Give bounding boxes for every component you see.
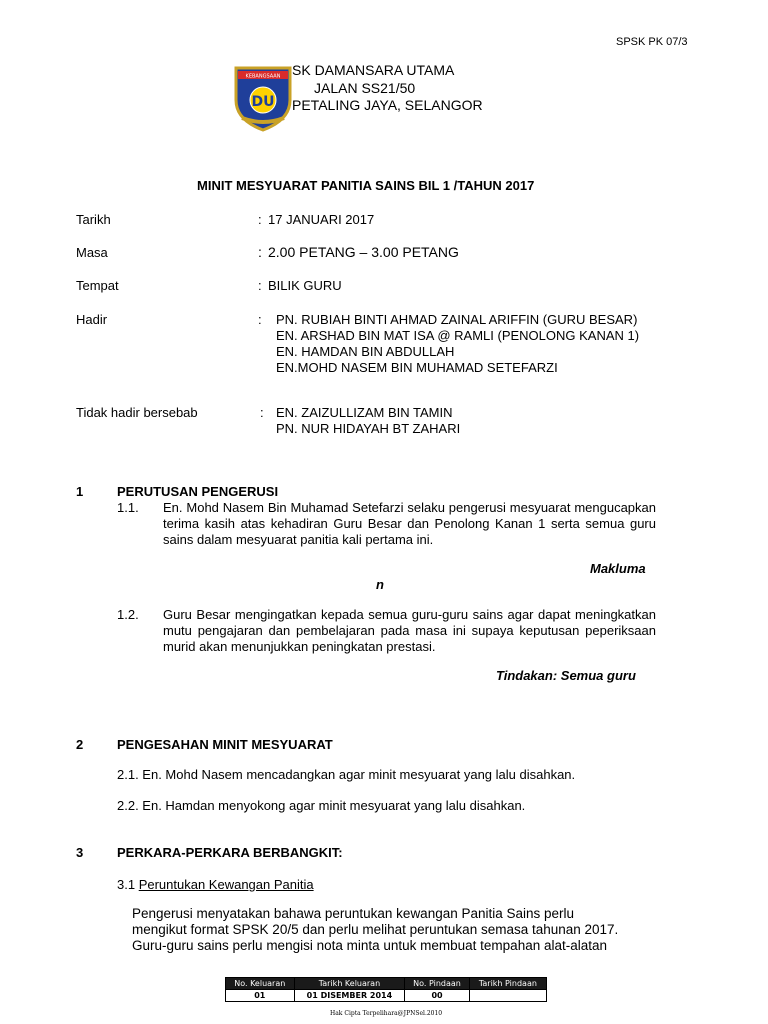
colon: : [258,212,262,227]
colon: : [258,278,262,293]
table-cell: 01 [226,990,295,1002]
document-title: MINIT MESYUARAT PANITIA SAINS BIL 1 /TAHUN 2017 [197,178,535,193]
attendee: EN. HAMDAN BIN ABDULLAH [276,344,455,359]
school-name: SK DAMANSARA UTAMA [292,62,455,78]
tarikh-label: Tarikh [76,212,111,227]
table-header: No. Keluaran [226,978,295,990]
absentee: EN. ZAIZULLIZAM BIN TAMIN [276,405,453,420]
school-crest-logo [232,62,294,132]
section-1-number: 1 [76,484,84,499]
item-1-1-action-cont: n [376,577,384,592]
attendee: EN. ARSHAD BIN MAT ISA @ RAMLI (PENOLONG KANAN 1) [276,328,640,343]
table-header-row [226,978,547,990]
logo-letters: DU [251,94,275,110]
item-2-2: 2.2. En. Hamdan menyokong agar minit mesyuarat yang lalu disahkan. [117,798,526,813]
attendee: EN.MOHD NASEM BIN MUHAMAD SETEFARZI [276,360,558,375]
copyright-note: Hak Cipta Terpelihara@JPNSel.2010 [330,1010,443,1017]
tempat-label: Tempat [76,278,119,293]
document-control-table [225,977,547,1002]
subsection-3-1-number: 3.1 [117,877,136,892]
section-3-title: PERKARA-PERKARA BERBANGKIT: [117,845,343,860]
text-line: Pengerusi menyatakan bahawa peruntukan kewangan Panitia Sains perlu [132,906,575,921]
subsection-3-1-text [132,906,652,954]
item-1-1-number: 1.1. [117,500,139,515]
item-1-1-text: En. Mohd Nasem Bin Muhamad Setefarzi selaku pengerusi mesyuarat mengucapkan terima kasih atas kehadiran Guru Besar dan Penolong Kanan 1 serta semua guru sains dalam mesyuarat panitia kali pertama ini. [163,500,656,547]
section-3-number: 3 [76,845,84,860]
section-1-title: PERUTUSAN PENGERUSI [117,484,279,499]
colon: : [258,312,262,327]
subsection-3-1-title: Peruntukan Kewangan Panitia [138,877,314,892]
logo-banner-text: KEBANGSAAN [245,73,281,80]
table-header: Tarikh Keluaran [294,978,405,990]
school-address-line2: PETALING JAYA, SELANGOR [292,97,483,113]
attendee: PN. RUBIAH BINTI AHMAD ZAINAL ARIFFIN (GURU BESAR) [276,312,638,327]
text-line: Guru-guru sains perlu mengisi nota minta untuk membuat tempahan alat-alatan [132,938,608,953]
table-header: Tarikh Pindaan [469,978,546,990]
school-address-line1: JALAN SS21/50 [314,80,416,96]
item-1-2-action: Tindakan: Semua guru [496,668,636,683]
section-2-title: PENGESAHAN MINIT MESYUARAT [117,737,333,752]
masa-value: 2.00 PETANG – 3.00 PETANG [268,244,459,260]
subsection-3-1 [117,877,314,892]
table-header: No. Pindaan [405,978,469,990]
tidak-hadir-label: Tidak hadir bersebab [76,405,198,420]
tidak-hadir-list [276,405,460,437]
absentee: PN. NUR HIDAYAH BT ZAHARI [276,421,461,436]
section-2-number: 2 [76,737,84,752]
text-line: mengikut format SPSK 20/5 dan perlu melihat peruntukan semasa tahunan 2017. [132,922,619,937]
hadir-label: Hadir [76,312,108,327]
table-row [226,990,547,1002]
hadir-list [276,312,639,376]
colon: : [260,405,264,420]
tarikh-value: 17 JANUARI 2017 [268,212,375,227]
table-cell [469,990,546,1002]
item-1-2-text: Guru Besar mengingatkan kepada semua guru-guru sains agar dapat meningkatkan mutu pengajaran dan pembelajaran pada masa ini supaya keputusan peperiksaan murid akan menunjukkan peningkatan prestasi. [163,607,656,654]
tempat-value: BILIK GURU [268,278,342,293]
item-1-2-number: 1.2. [117,607,139,622]
document-code: SPSK PK 07/3 [616,36,688,48]
colon: : [258,244,262,260]
table-cell: 00 [405,990,469,1002]
masa-label: Masa [76,245,108,260]
item-1-1-action: Makluma [590,561,646,576]
table-cell: 01 DISEMBER 2014 [294,990,405,1002]
item-2-1: 2.1. En. Mohd Nasem mencadangkan agar minit mesyuarat yang lalu disahkan. [117,767,576,782]
